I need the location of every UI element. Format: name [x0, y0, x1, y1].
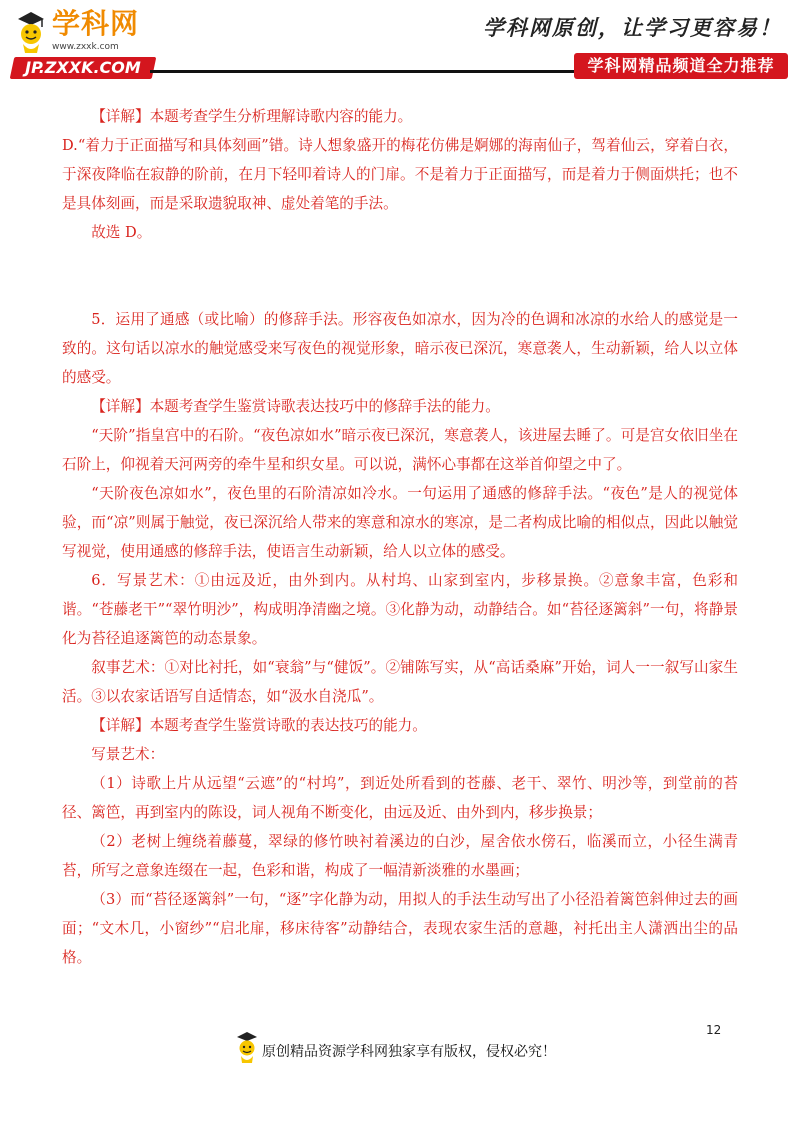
header-divider	[150, 70, 580, 73]
answer-paragraph: （2）老树上缠绕着藤蔓，翠绿的修竹映衬着溪边的白沙，屋舍依水傍石，临溪而立，小径生满青苔，所写之意象连缀在一起，色彩和谐，构成了一幅清新淡雅的水墨画；	[62, 833, 738, 879]
paragraph-spacer	[62, 247, 738, 305]
mascot-icon	[234, 1030, 260, 1064]
copyright-notice: 原创精品资源学科网独家享有版权，侵权必究！	[262, 1044, 556, 1060]
answer-paragraph: 叙事艺术：①对比衬托，如“衰翁”与“健饭”。②铺陈写实，从“高话桑麻”开始，词人一一叙写山家生活。③以农家话语写自适情态，如“汲水自浇瓜”。	[62, 659, 738, 705]
logo-title: 学科网	[52, 7, 140, 40]
answer-paragraph: “天阶”指皇宫中的石阶。“夜色凉如水”暗示夜已深沉，寒意袭人，该进屋去睡了。可是宫女依旧坐在石阶上，仰视着天河两旁的牵牛星和织女星。可以说，满怀心事都在这举首仰望之中了。	[62, 427, 738, 473]
answer-choice: 故选 D。	[91, 224, 152, 241]
channel-badge: 学科网精品频道全力推荐	[574, 53, 788, 79]
answer-paragraph: 6．写景艺术：①由远及近，由外到内。从村坞、山家到室内，步移景换。②意象丰富，色彩和谐。“苍藤老干”“翠竹明沙”，构成明净清幽之境。③化静为动，动静结合。如“苔径逐篱斜”一句，将静景化为苔径追逐篱笆的动态景象。	[62, 572, 738, 647]
answer-paragraph: （3）而“苔径逐篱斜”一句，“逐”字化静为动，用拟人的手法生动写出了小径沿着篱笆斜伸过去的画面；“文木几，小窗纱”“启北扉，移床待客”动静结合，表现农家生活的意趣，衬托出主人潇洒出尘的品格。	[62, 891, 738, 966]
page-header	[0, 0, 800, 90]
page-number: 12	[706, 1023, 722, 1037]
answer-paragraph: （1）诗歌上片从远望“云遮”的“村坞”，到近处所看到的苍藤、老干、翠竹、明沙等，到堂前的苔径、篱笆，再到室内的陈设，词人视角不断变化，由远及近、由外到内，移步换景；	[62, 775, 738, 821]
logo-url: www.zxxk.com	[52, 42, 119, 52]
analysis-paragraph: 【详解】本题考查学生鉴赏诗歌的表达技巧的能力。	[91, 717, 427, 734]
site-badge[interactable]	[10, 57, 157, 79]
site-badge-label: JP.ZXXK.COM	[25, 58, 141, 77]
analysis-paragraph: 【详解】本题考查学生分析理解诗歌内容的能力。	[91, 108, 413, 125]
answer-paragraph: “天阶夜色凉如水”，夜色里的石阶清凉如冷水。一句运用了通感的修辞手法。“夜色”是人的视觉体验，而“凉”则属于触觉，夜已深沉给人带来的寒意和凉水的寒凉，是二者构成比喻的相似点，因此以触觉写视觉，使用通感的修辞手法，使语言生动新颖，给人以立体的感受。	[62, 485, 738, 560]
header-slogan: 学科网原创，让学习更容易！	[483, 15, 782, 40]
mascot-logo-icon	[14, 10, 48, 54]
answer-content	[62, 90, 738, 972]
section-heading: 写景艺术：	[91, 746, 165, 763]
analysis-paragraph: 【详解】本题考查学生鉴赏诗歌表达技巧中的修辞手法的能力。	[91, 398, 500, 415]
answer-paragraph: 5．运用了通感（或比喻）的修辞手法。形容夜色如凉水，因为冷的色调和冰凉的水给人的感觉是一致的。这句话以凉水的触觉感受来写夜色的视觉形象，暗示夜已深沉，寒意袭人，生动新颖，给人以立体的感受。	[62, 311, 738, 386]
answer-paragraph: D.“着力于正面描写和具体刻画”错。诗人想象盛开的梅花仿佛是婀娜的海南仙子，驾着仙云，穿着白衣，于深夜降临在寂静的阶前，在月下轻叩着诗人的门扉。不是着力于正面描写，而是着力于侧面烘托；也不是具体刻画，而是采取遗貌取神、虚处着笔的手法。	[62, 137, 738, 212]
